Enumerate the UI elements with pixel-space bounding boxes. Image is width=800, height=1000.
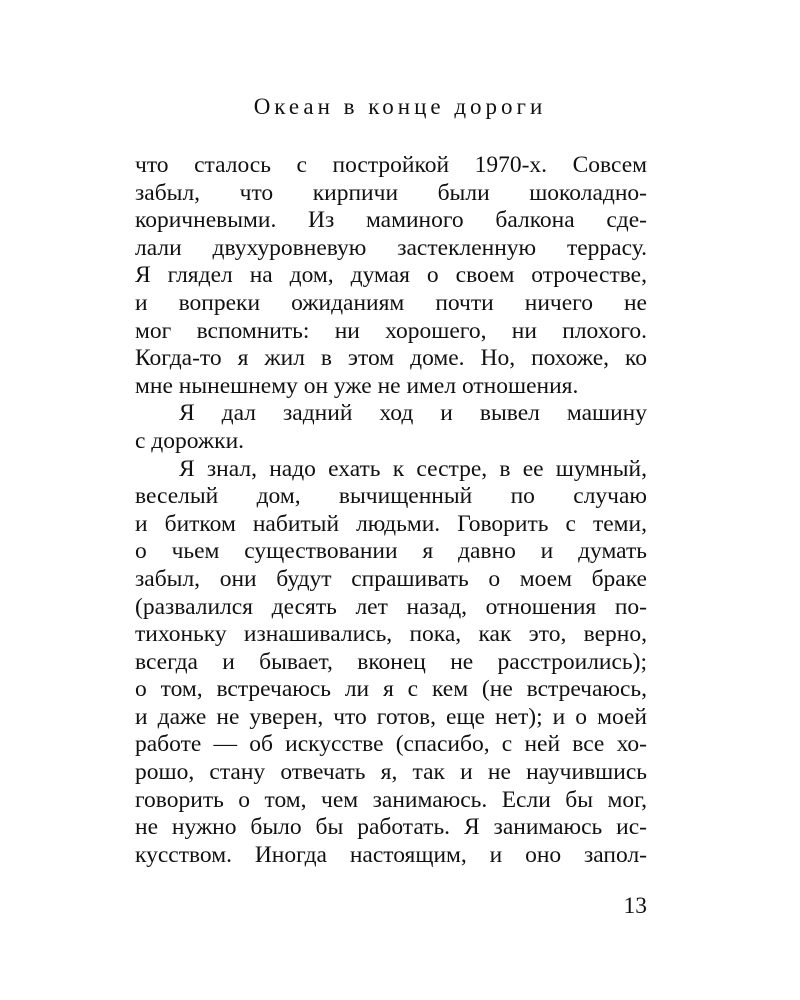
text-line: о чьем существовании я давно и думать — [135, 538, 647, 565]
text-line: Когда-то я жил в этом доме. Но, похоже, ко — [135, 345, 647, 372]
text-line: мог вспомнить: ни хорошего, ни плохого. — [135, 317, 647, 344]
text-line: забыл, они будут спрашивать о моем браке — [135, 565, 647, 592]
text-line: что сталось с постройкой 1970-х. Совсем — [135, 152, 647, 178]
text-line: о том, встречаюсь ли я с кем (не встречаюсь, — [135, 676, 647, 703]
text-line: и вопреки ожиданиям почти ничего не — [135, 289, 647, 316]
text-line: работе — об искусстве (спасибо, с ней все хо- — [135, 731, 647, 758]
text-line: всегда и бывает, вконец не расстроились); — [135, 648, 647, 675]
text-line: Я знал, надо ехать к сестре, в ее шумный, — [179, 455, 647, 482]
text-line: тихоньку изнашивались, пока, как это, верно, — [135, 621, 647, 648]
running-head-title: Океан в конце дороги — [253, 94, 547, 119]
text-line: веселый дом, вычищенный по случаю — [135, 483, 647, 510]
text-line: Я глядел на дом, думая о своем отрочестве, — [135, 262, 647, 289]
text-line: не нужно было бы работать. Я занимаюсь ис- — [135, 814, 647, 841]
body-text — [135, 152, 647, 869]
text-line: коричневыми. Из маминого балкона сде- — [135, 207, 647, 234]
text-line: мне нынешнему он уже не имел отношения. — [135, 372, 579, 399]
text-line: Я дал задний ход и вывел машину — [179, 400, 647, 427]
text-line: с дорожки. — [135, 427, 245, 454]
page-number: 13 — [623, 893, 647, 919]
text-line: и битком набитый людьми. Говорить с теми, — [135, 510, 647, 537]
text-line: (развалился десять лет назад, отношения по- — [135, 593, 647, 620]
text-line: говорить о том, чем занимаюсь. Если бы мог, — [135, 786, 647, 813]
text-line: лали двухуровневую застекленную террасу. — [135, 234, 647, 261]
text-line: и даже не уверен, что готов, еще нет); и о моей — [135, 703, 647, 730]
text-line: рошо, стану отвечать я, так и не научившись — [135, 759, 647, 786]
text-line: кусством. Иногда настоящим, и оно запол- — [135, 841, 647, 868]
text-line: забыл, что кирпичи были шоколадно- — [135, 179, 647, 206]
